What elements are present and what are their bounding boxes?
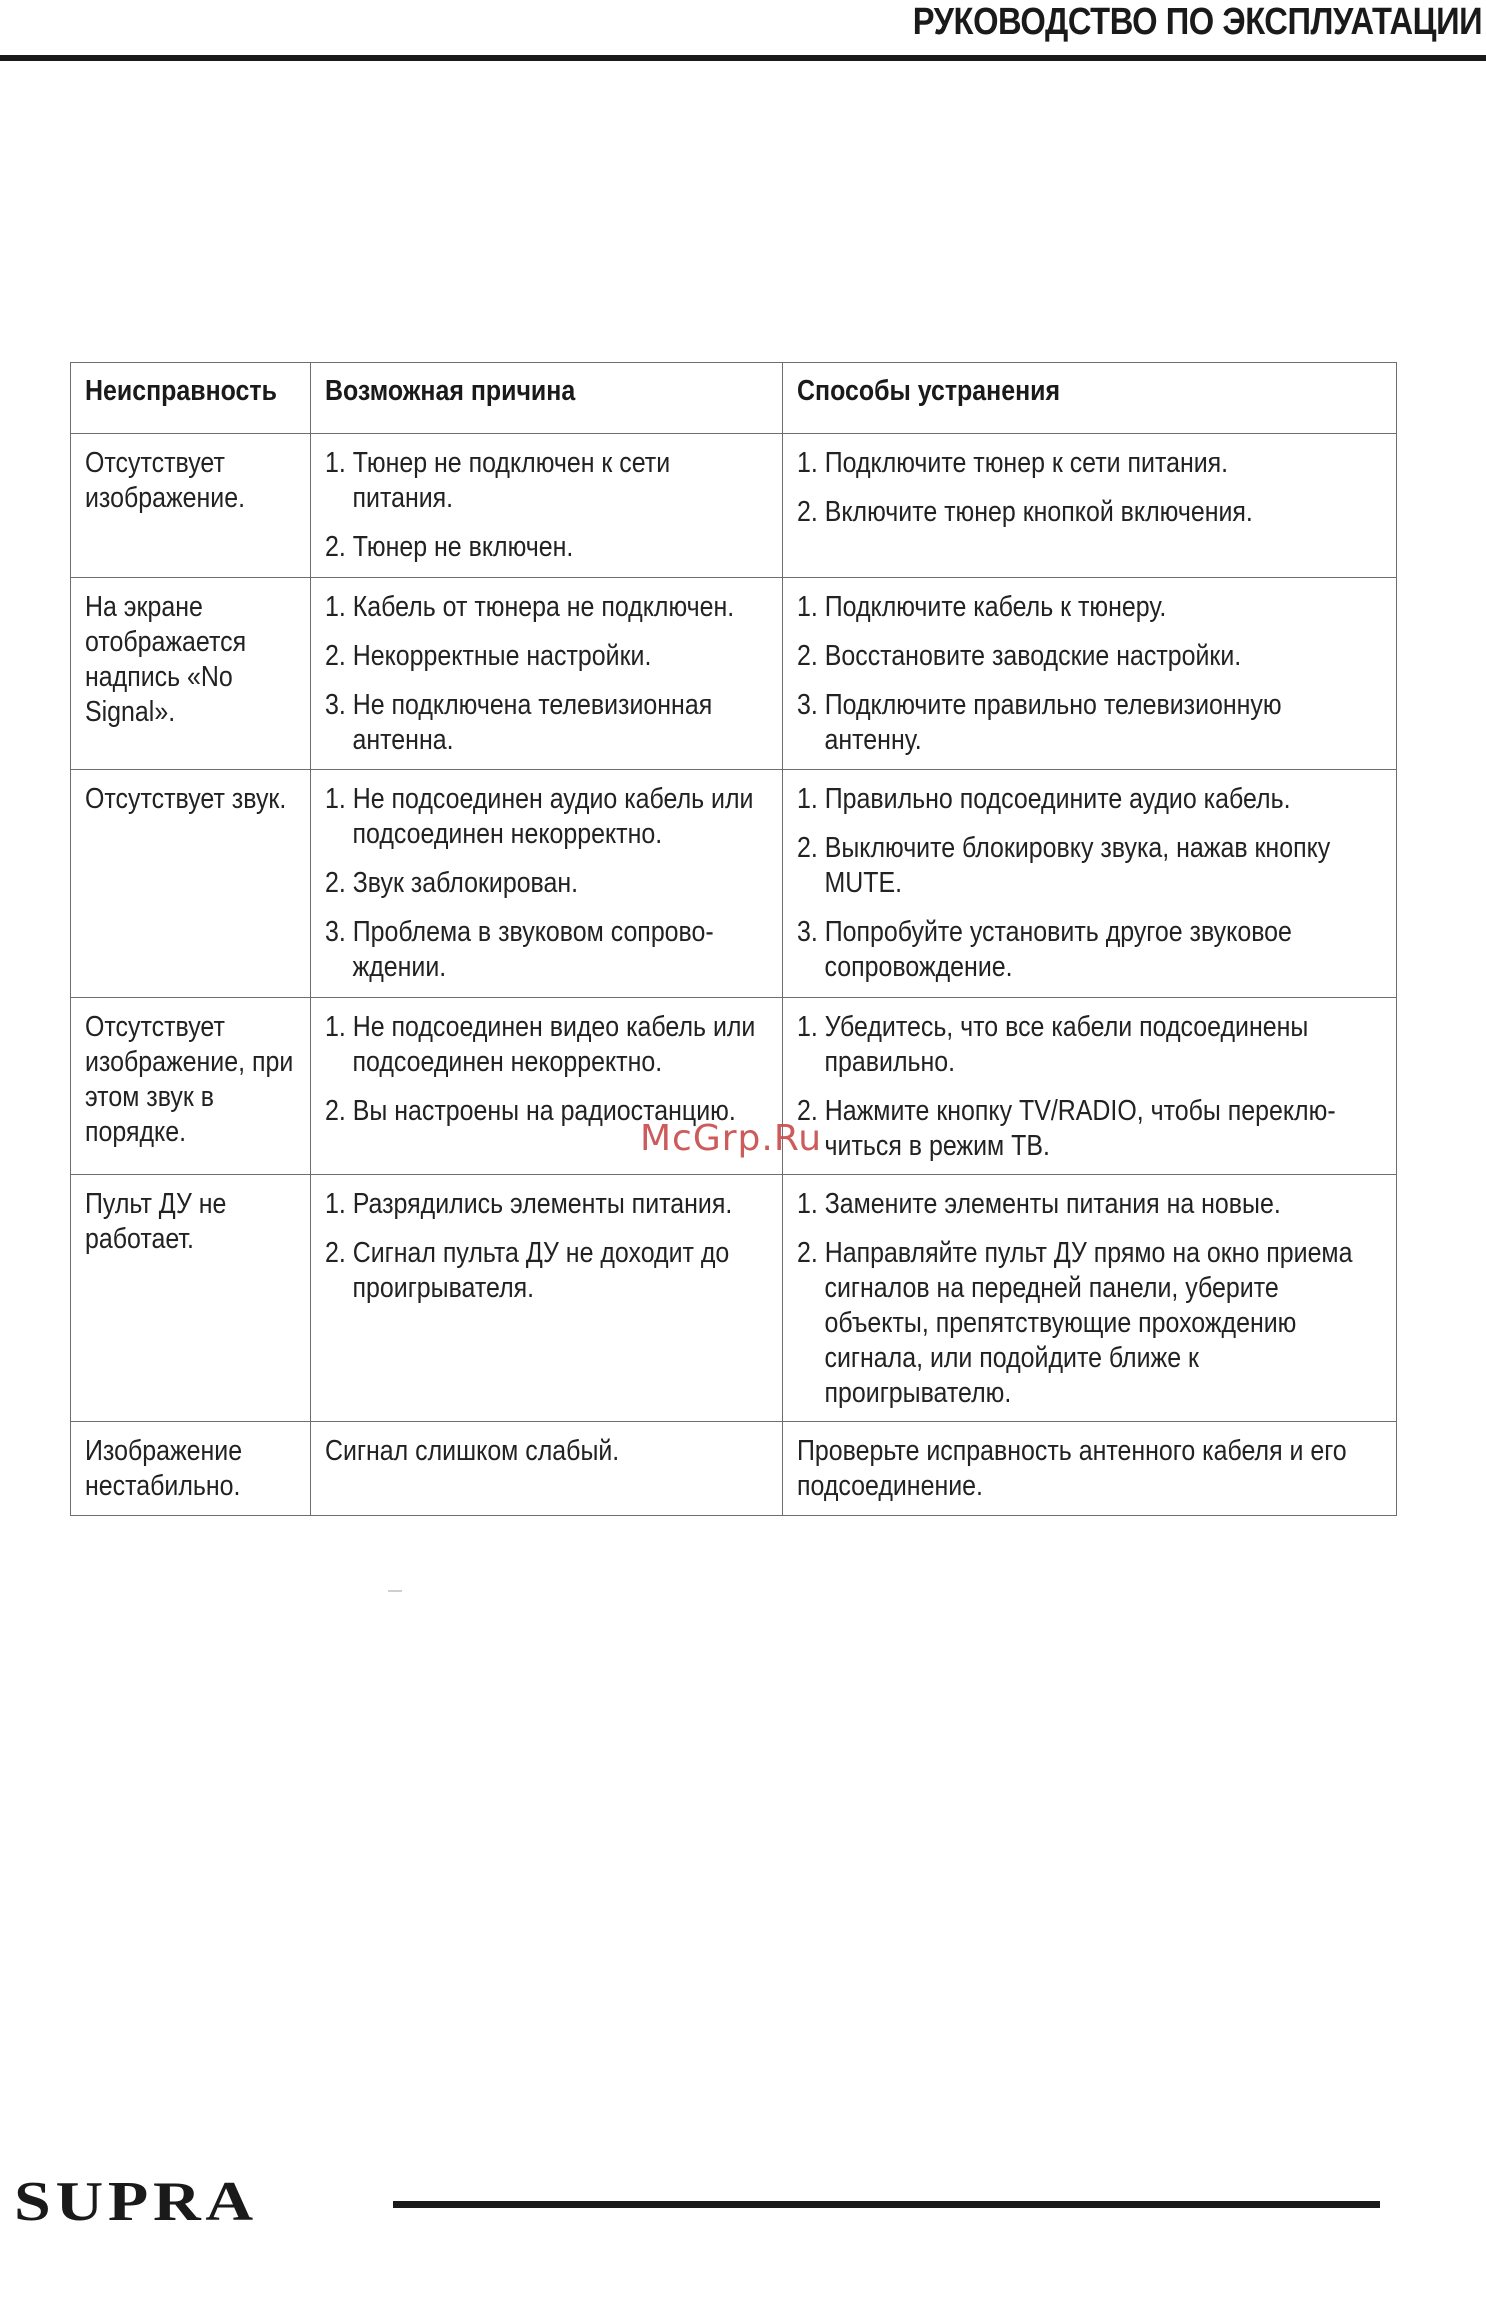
remedy-cell	[783, 434, 1397, 578]
cause-cell	[311, 434, 783, 578]
cause-item: 2. Сигнал пульта ДУ не доходит до проигрывателя.	[325, 1237, 730, 1304]
cause-cell	[311, 1175, 783, 1422]
supra-logo: SUPRA	[14, 2171, 258, 2233]
table-row	[71, 434, 1397, 578]
cause-cell	[311, 578, 783, 770]
fault-cell	[71, 1422, 311, 1516]
column-header-fault: Неисправность	[71, 363, 311, 434]
remedy-cell	[783, 770, 1397, 998]
table-row	[71, 1175, 1397, 1422]
remedy-item: Проверьте исправность антенного кабеля и его подсоединение.	[797, 1435, 1347, 1502]
fault-text: Отсутствует изображение, при этом звук в порядке.	[85, 1011, 294, 1148]
cause-cell	[311, 1422, 783, 1516]
remedy-item: 3. Подключите правильно телевизионную антенну.	[797, 689, 1282, 756]
cause-item: 2. Звук заблокирован.	[325, 867, 579, 899]
remedy-item: 1. Убедитесь, что все кабели подсоединены правильно.	[797, 1011, 1309, 1078]
cause-item: 2. Вы настроены на радиостанцию.	[325, 1095, 736, 1127]
cause-item: 3. Проблема в звуковом сопрово-ждении.	[325, 916, 714, 983]
cause-item: Сигнал слишком слабый.	[325, 1435, 620, 1467]
fault-text: Изображение нестабильно.	[85, 1435, 243, 1502]
remedy-item: 2. Включите тюнер кнопкой включения.	[797, 496, 1253, 528]
remedy-item: 1. Замените элементы питания на новые.	[797, 1188, 1281, 1220]
fault-cell	[71, 578, 311, 770]
remedy-cell	[783, 578, 1397, 770]
column-header-remedy: Способы устранения	[783, 363, 1397, 434]
column-header-cause: Возможная причина	[311, 363, 783, 434]
remedy-item: 2. Направляйте пульт ДУ прямо на окно приема сигналов на передней панели, уберите объекты, препятствующие прохождению сигнала, или подойдите ближе к проигрывателю.	[797, 1237, 1353, 1409]
cause-item: 3. Не подключена телевизионная антенна.	[325, 689, 713, 756]
table-row	[71, 1422, 1397, 1516]
remedy-cell	[783, 1175, 1397, 1422]
remedy-item: 1. Правильно подсоедините аудио кабель.	[797, 783, 1291, 815]
fault-text: Пульт ДУ не работает.	[85, 1188, 227, 1255]
remedy-item: 2. Восстановите заводские настройки.	[797, 640, 1242, 672]
fault-cell	[71, 998, 311, 1175]
remedy-cell	[783, 998, 1397, 1175]
fault-cell	[71, 434, 311, 578]
cause-item: 1. Тюнер не подключен к сети питания.	[325, 447, 671, 514]
remedy-item: 1. Подключите кабель к тюнеру.	[797, 591, 1167, 623]
remedy-item: 2. Нажмите кнопку TV/RADIO, чтобы переклю-читься в режим ТВ.	[797, 1095, 1336, 1162]
table-header-row	[71, 363, 1397, 434]
cause-item: 1. Разрядились элементы питания.	[325, 1188, 733, 1220]
watermark-text: McGrp.Ru	[640, 1118, 823, 1159]
cause-cell	[311, 770, 783, 998]
stray-mark	[388, 1590, 402, 1592]
header-divider	[0, 55, 1486, 61]
table-row	[71, 770, 1397, 998]
fault-text: Отсутствует изображение.	[85, 447, 246, 514]
cause-item: 1. Кабель от тюнера не подключен.	[325, 591, 735, 623]
fault-text: Отсутствует звук.	[85, 783, 287, 815]
cause-item: 2. Некорректные настройки.	[325, 640, 652, 672]
fault-cell	[71, 770, 311, 998]
table-row	[71, 578, 1397, 770]
cause-item: 1. Не подсоединен аудио кабель или подсоединен некорректно.	[325, 783, 754, 850]
remedy-item: 1. Подключите тюнер к сети питания.	[797, 447, 1229, 479]
remedy-item: 3. Попробуйте установить другое звуковое сопровождение.	[797, 916, 1292, 983]
fault-text: На экране отображается надпись «No Signal».	[85, 591, 247, 728]
page-header-title: РУКОВОДСТВО ПО ЭКСПЛУАТАЦИИ	[912, 1, 1482, 43]
troubleshooting-table	[70, 362, 1397, 1516]
troubleshooting-table-container	[70, 362, 1396, 1516]
remedy-item: 2. Выключите блокировку звука, нажав кнопку MUTE.	[797, 832, 1331, 899]
remedy-cell	[783, 1422, 1397, 1516]
fault-cell	[71, 1175, 311, 1422]
cause-item: 2. Тюнер не включен.	[325, 531, 574, 563]
cause-item: 1. Не подсоединен видео кабель или подсоединен некорректно.	[325, 1011, 756, 1078]
footer-divider	[393, 2201, 1380, 2208]
